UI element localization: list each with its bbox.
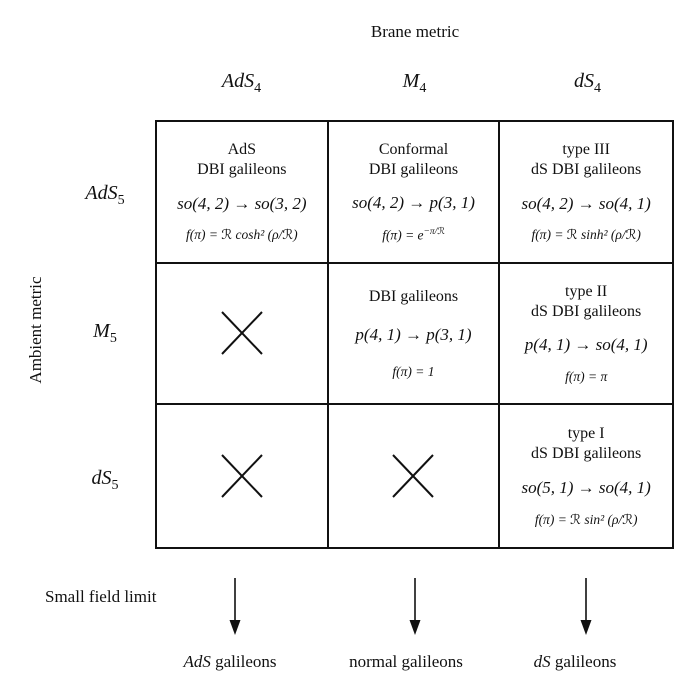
- cell-title-line: dS DBI galileons: [531, 445, 642, 463]
- row-header-base: AdS: [85, 182, 118, 204]
- row-header-subscript: 5: [117, 193, 125, 208]
- cell-title: [197, 140, 286, 180]
- cross-icon: [391, 453, 435, 499]
- cell-ds5-ds4: [500, 405, 672, 547]
- cell-ads5-ds4: [500, 122, 672, 264]
- row-header-subscript: 5: [109, 331, 117, 346]
- down-arrow-icon: [407, 578, 423, 635]
- column-header-subscript: 4: [594, 81, 601, 96]
- column-header-m4: [328, 66, 501, 96]
- down-arrow-icon: [578, 578, 594, 635]
- cell-ds5-ads4-excluded: [157, 405, 329, 547]
- brane-metric-axis-title: Brane metric: [370, 22, 460, 41]
- symmetry-breaking-pattern: p(4, 1) → p(3, 1): [355, 325, 472, 345]
- column-header-ads4: [155, 66, 328, 96]
- symmetry-breaking-pattern: so(5, 1) → so(4, 1): [521, 478, 651, 498]
- warp-factor-formula: f(π) = ℛ sin² (ρ/ℛ): [534, 512, 638, 528]
- row-header-ads5: [55, 178, 155, 208]
- result-label-italic: AdS: [183, 652, 211, 671]
- cell-title: [531, 424, 641, 464]
- row-header-base: M: [93, 320, 110, 342]
- down-arrow-icon: [227, 578, 243, 635]
- ambient-metric-axis-title: Ambient metric: [26, 276, 45, 384]
- result-label-rest: normal galileons: [349, 652, 463, 671]
- cell-title-line: DBI galileons: [368, 288, 459, 306]
- result-label-rest: galileons: [210, 652, 277, 671]
- galileon-classification-table: [155, 120, 674, 549]
- symmetry-breaking-pattern: so(4, 2) → so(3, 2): [177, 193, 307, 213]
- row-header-m5: [55, 316, 155, 346]
- result-label-italic: dS: [533, 652, 551, 671]
- cell-m5-m4: [329, 264, 501, 406]
- row-header-ds5: [55, 463, 155, 493]
- cell-ds5-m4-excluded: [329, 405, 501, 547]
- small-field-limit-label: Small field limit: [45, 587, 157, 606]
- warp-factor-formula: f(π) = ℛ cosh² (ρ/ℛ): [185, 227, 298, 243]
- row-header-base: dS: [91, 467, 112, 489]
- cell-title-line: DBI galileons: [368, 161, 459, 179]
- warp-factor-formula: [382, 226, 445, 244]
- cell-title: [531, 140, 641, 180]
- cell-title-line: dS DBI galileons: [531, 161, 642, 179]
- cell-title-line: type II: [565, 283, 608, 301]
- result-normal-galileons: [349, 652, 463, 672]
- warp-factor-base: f(π) = e: [382, 227, 424, 243]
- cell-title-line: dS DBI galileons: [531, 303, 642, 321]
- cell-m5-ads4-excluded: [157, 264, 329, 406]
- cross-icon: [220, 310, 264, 356]
- column-header-ds4: [501, 66, 674, 96]
- symmetry-breaking-pattern: p(4, 1) → so(4, 1): [524, 335, 648, 355]
- cell-title: [531, 282, 641, 322]
- column-header-base: dS: [574, 70, 594, 92]
- cell-title-line: type III: [562, 141, 610, 159]
- column-header-subscript: 4: [419, 81, 427, 96]
- cell-title-line: type I: [567, 425, 605, 443]
- cell-ads5-ads4: [157, 122, 329, 264]
- cell-m5-ds4: [500, 264, 672, 406]
- cell-title-line: DBI galileons: [197, 161, 287, 179]
- cell-title: [369, 140, 458, 180]
- column-header-subscript: 4: [254, 81, 262, 96]
- row-header-subscript: 5: [111, 478, 119, 493]
- result-label-rest: galileons: [550, 652, 617, 671]
- symmetry-breaking-pattern: so(4, 2) → so(4, 1): [521, 193, 651, 213]
- cell-title: [369, 287, 458, 307]
- warp-factor-formula: f(π) = ℛ sinh² (ρ/ℛ): [531, 227, 641, 243]
- cell-ads5-m4: [329, 122, 501, 264]
- result-ads-galileons: [183, 652, 276, 672]
- cross-icon: [220, 453, 264, 499]
- symmetry-breaking-pattern: so(4, 2) → p(3, 1): [352, 193, 475, 213]
- cell-title-line: AdS: [227, 141, 257, 159]
- column-header-base: M: [402, 70, 420, 92]
- column-header-base: AdS: [221, 70, 255, 92]
- result-ds-galileons: [534, 652, 617, 672]
- warp-factor-exponent: −π/ℛ: [423, 227, 445, 238]
- cell-title-line: Conformal: [378, 141, 449, 159]
- warp-factor-formula: f(π) = π: [565, 368, 608, 384]
- warp-factor-formula: f(π) = 1: [392, 363, 435, 379]
